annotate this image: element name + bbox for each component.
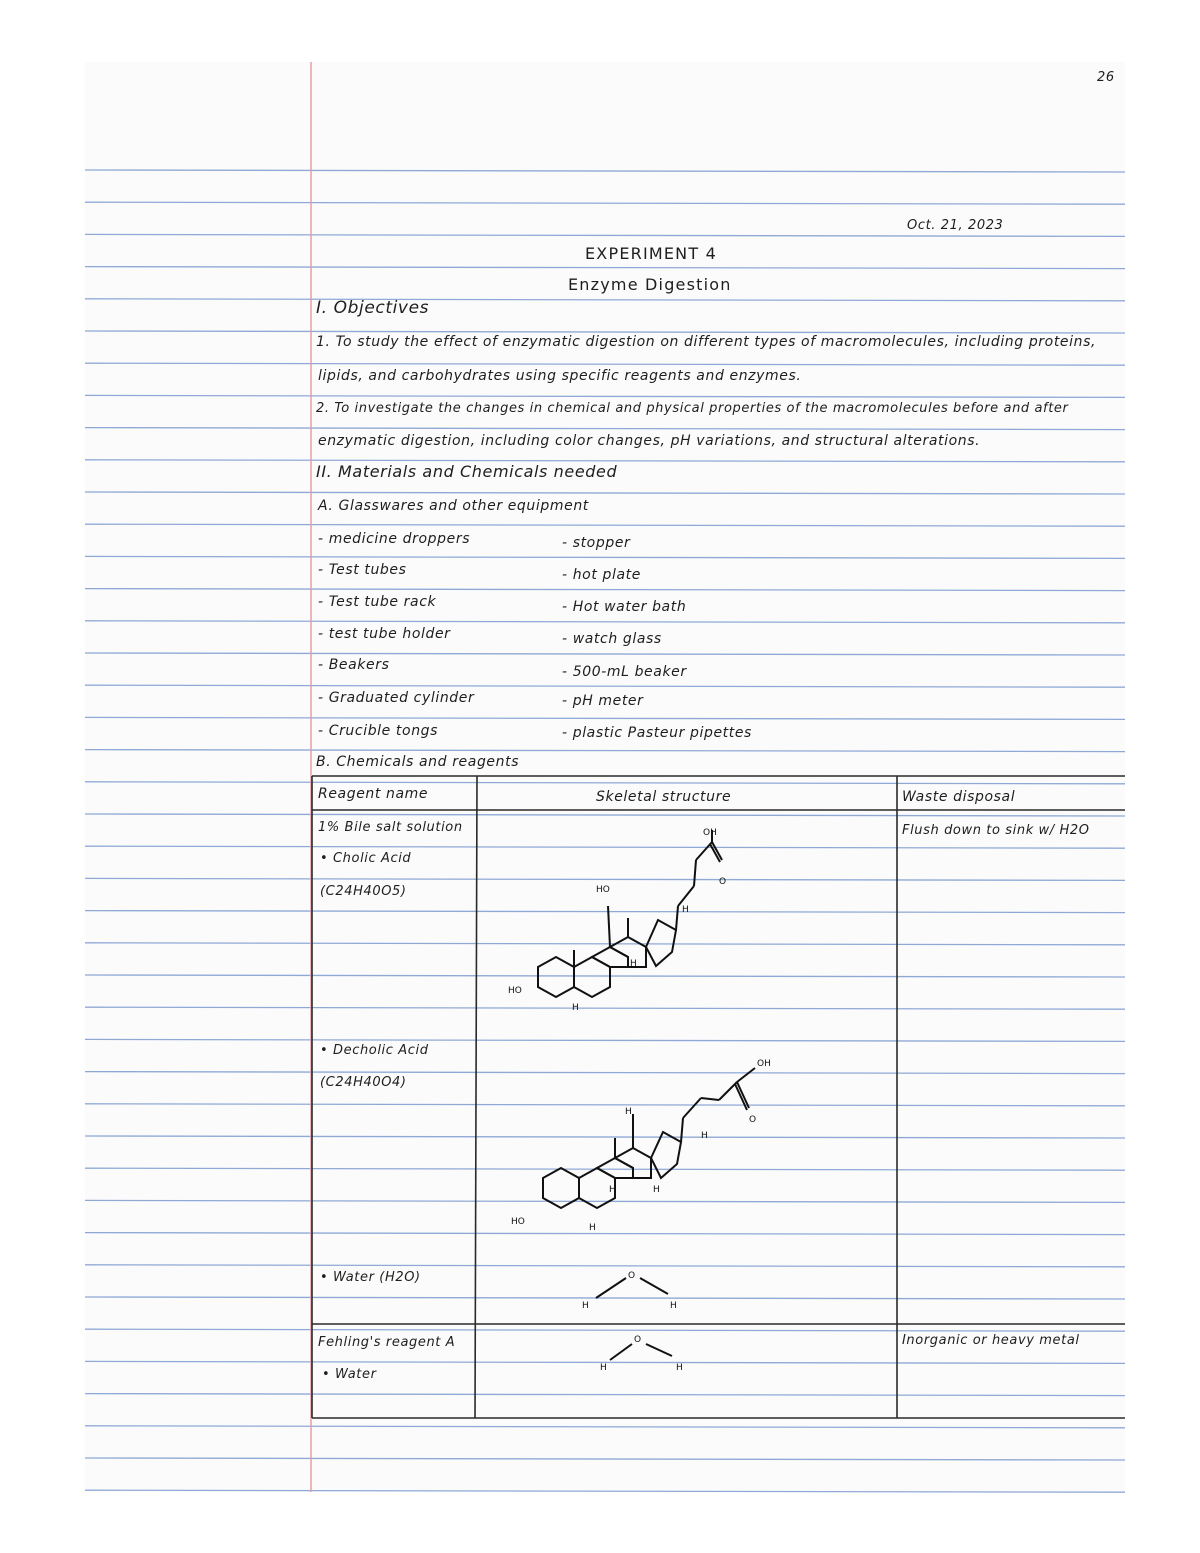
atom-label-o-2: O — [749, 1115, 757, 1125]
equipment-right-2: - hot plate — [562, 567, 641, 583]
ruled-line — [85, 1394, 1125, 1396]
ruled-line — [85, 299, 1125, 301]
ruled-line — [85, 717, 1125, 719]
table-header-disposal: Waste disposal — [902, 789, 1016, 805]
atom-label-o: O — [719, 877, 727, 887]
ruled-line — [85, 1490, 1125, 1492]
materials-subheading-a: A. Glasswares and other equipment — [318, 498, 589, 514]
atom-label-h-5: H — [701, 1131, 708, 1141]
ruled-line — [85, 685, 1125, 687]
water-structure-1 — [570, 1262, 690, 1322]
water-structure-2 — [592, 1328, 702, 1383]
cholic-acid-structure — [500, 820, 740, 1020]
atom-label-h-4: H — [625, 1107, 632, 1117]
ruled-line — [85, 1458, 1125, 1460]
equipment-left-2: - Test tubes — [318, 562, 407, 578]
equipment-right-3: - Hot water bath — [562, 599, 687, 615]
atom-label-h-8: H — [589, 1223, 596, 1233]
ruled-line — [85, 782, 1125, 784]
ruled-line — [85, 589, 1125, 591]
equipment-right-6: - pH meter — [562, 693, 644, 709]
equipment-left-7: - Crucible tongs — [318, 723, 439, 739]
ruled-line — [85, 1039, 1125, 1041]
ruled-line — [85, 621, 1125, 623]
ruled-line — [85, 556, 1125, 558]
atom-label-ho-3: HO — [511, 1217, 525, 1227]
reagent-fehlings-a: Fehling's reagent A — [318, 1335, 456, 1350]
water-2-o: O — [634, 1335, 642, 1345]
water-1-h-left: H — [582, 1301, 589, 1311]
reagent-cholic-acid: • Cholic Acid — [320, 851, 412, 866]
water-2-h-right: H — [676, 1363, 683, 1373]
materials-subheading-b: B. Chemicals and reagents — [316, 754, 520, 770]
atom-label-h-6: H — [609, 1185, 616, 1195]
date: Oct. 21, 2023 — [907, 218, 1004, 233]
ruled-line — [85, 492, 1125, 494]
water-1-o: O — [628, 1271, 636, 1281]
ruled-line — [85, 331, 1125, 333]
atom-label-h-3: H — [682, 905, 689, 915]
water-2-h-left: H — [600, 1363, 607, 1373]
equipment-right-5: - 500-mL beaker — [562, 664, 687, 680]
ruled-line — [85, 524, 1125, 526]
equipment-left-5: - Beakers — [318, 657, 390, 673]
atom-label-oh: OH — [703, 828, 717, 838]
ruled-line — [85, 428, 1125, 430]
table-header-reagent: Reagent name — [318, 786, 429, 802]
ruled-line — [85, 267, 1125, 269]
atom-label-h-7: H — [653, 1185, 660, 1195]
equipment-left-6: - Graduated cylinder — [318, 690, 475, 706]
disposal-bile-salt: Flush down to sink w/ H2O — [902, 823, 1090, 838]
ruled-line — [85, 202, 1125, 204]
water-1-h-right: H — [670, 1301, 677, 1311]
objectives-heading: I. Objectives — [316, 298, 430, 318]
equipment-left-4: - test tube holder — [318, 626, 451, 642]
equipment-right-4: - watch glass — [562, 631, 662, 647]
ruled-line — [85, 1426, 1125, 1428]
objective-2-line-1: 2. To investigate the changes in chemical and physical properties of the macromolecules before and after — [316, 401, 1069, 416]
reagent-fehlings-water: • Water — [322, 1367, 377, 1382]
materials-heading: II. Materials and Chemicals needed — [316, 462, 618, 481]
atom-label-ho-1: HO — [596, 885, 610, 895]
equipment-left-3: - Test tube rack — [318, 594, 437, 610]
disposal-fehlings-a: Inorganic or heavy metal — [902, 1333, 1080, 1348]
atom-label-oh-2: OH — [757, 1059, 771, 1069]
formula-decholic-acid: (C24H40O4) — [320, 1075, 407, 1090]
page-subtitle: Enzyme Digestion — [568, 275, 732, 294]
atom-label-h-1: H — [572, 1003, 579, 1013]
atom-label-h-2: H — [630, 959, 637, 969]
ruled-line — [85, 653, 1125, 655]
ruled-line — [85, 814, 1125, 816]
ruled-line — [85, 363, 1125, 365]
ruled-line — [85, 750, 1125, 752]
decholic-acid-structure — [505, 1050, 771, 1235]
equipment-right-1: - stopper — [562, 535, 631, 551]
reagent-bile-salt: 1% Bile salt solution — [318, 820, 463, 835]
ruled-line — [85, 395, 1125, 397]
ruled-line — [85, 234, 1125, 236]
table-header-structure: Skeletal structure — [596, 789, 732, 805]
atom-label-ho-2: HO — [508, 986, 522, 996]
reagent-decholic-acid: • Decholic Acid — [320, 1043, 429, 1058]
ruled-line — [85, 170, 1125, 172]
objective-1-line-2: lipids, and carbohydrates using specific reagents and enzymes. — [318, 368, 802, 384]
page-title: EXPERIMENT 4 — [585, 244, 717, 263]
formula-cholic-acid: (C24H40O5) — [320, 884, 407, 899]
equipment-right-7: - plastic Pasteur pipettes — [562, 725, 752, 741]
reagent-water: • Water (H2O) — [320, 1270, 421, 1285]
equipment-left-1: - medicine droppers — [318, 531, 471, 547]
objective-1-line-1: 1. To study the effect of enzymatic digestion on different types of macromolecules, including proteins, — [316, 334, 1097, 350]
page-number: 26 — [1097, 70, 1115, 85]
objective-2-line-2: enzymatic digestion, including color changes, pH variations, and structural alterations. — [318, 433, 981, 449]
